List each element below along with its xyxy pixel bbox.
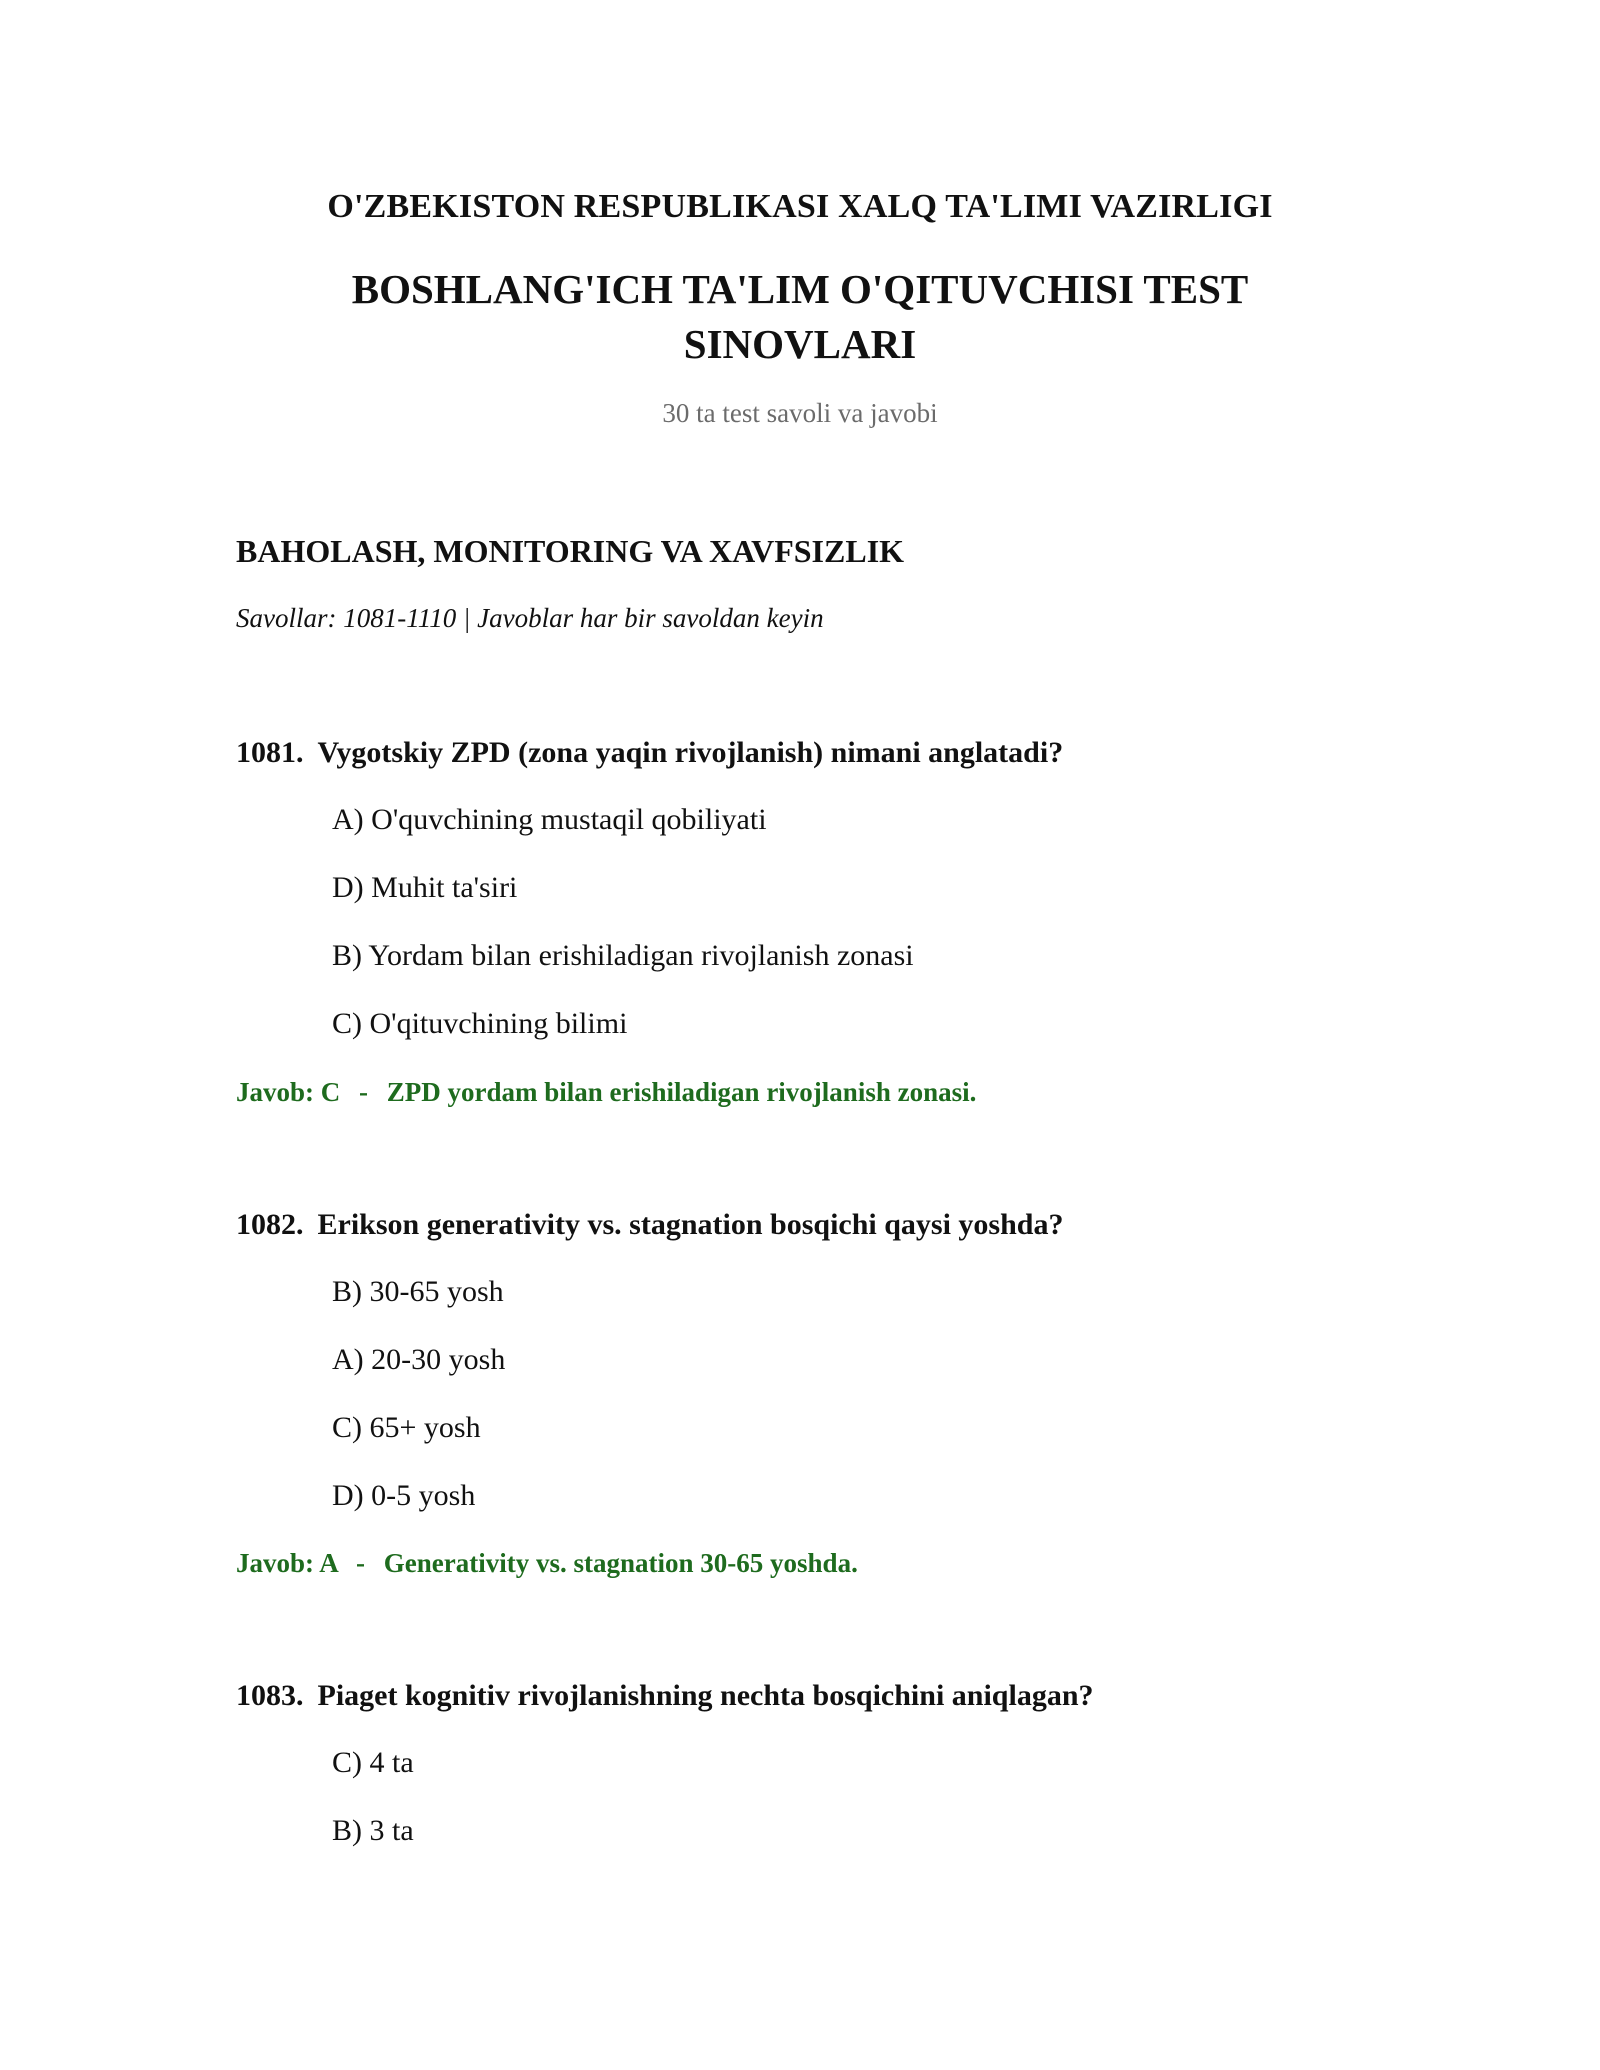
question-1083 (236, 1679, 1094, 1713)
section-title: BAHOLASH, MONITORING VA XAVFSIZLIK (236, 533, 905, 569)
question-text: Vygotskiy ZPD (zona yaqin rivojlanish) nimani anglatadi? (317, 736, 1064, 769)
option-item: B) Yordam bilan erishiladigan rivojlanish zonasi (332, 939, 914, 972)
answer-letter: C (320, 1077, 341, 1107)
question-number: 1081. (236, 736, 304, 769)
question-number: 1083. (236, 1679, 304, 1712)
title-line-1: BOSHLANG'ICH TA'LIM O'QITUVCHISI TEST (351, 266, 1249, 312)
option-item: B) 3 ta (332, 1814, 414, 1847)
section-subtitle: Savollar: 1081-1110 | Javoblar har bir savoldan keyin (236, 603, 824, 633)
answer-1081 (236, 1077, 976, 1108)
option-item: C) O'qituvchining bilimi (332, 1007, 628, 1040)
answer-label: Javob: (236, 1077, 315, 1107)
question-1081 (236, 736, 1063, 770)
title-line-2: SINOVLARI (683, 321, 917, 367)
document-subtitle: 30 ta test savoli va javobi (662, 398, 938, 428)
document-title (0, 262, 1600, 372)
option-item: A) 20-30 yosh (332, 1343, 506, 1376)
option-item: A) O'quvchining mustaqil qobiliyati (332, 803, 767, 836)
question-text: Erikson generativity vs. stagnation bosqichi qaysi yoshda? (317, 1208, 1064, 1241)
question-number: 1082. (236, 1208, 304, 1241)
question-text: Piaget kognitiv rivojlanishning nechta bosqichini aniqlagan? (317, 1679, 1094, 1712)
option-item: C) 65+ yosh (332, 1411, 481, 1444)
option-item: D) 0-5 yosh (332, 1479, 476, 1512)
question-1082 (236, 1208, 1063, 1242)
answer-1082 (236, 1548, 858, 1579)
option-item: B) 30-65 yosh (332, 1275, 504, 1308)
answer-separator: - (356, 1548, 366, 1578)
answer-separator: - (359, 1077, 369, 1107)
option-item: D) Muhit ta'siri (332, 871, 518, 904)
option-item: C) 4 ta (332, 1746, 414, 1779)
answer-text: ZPD yordam bilan erishiladigan rivojlanish zonasi. (386, 1077, 977, 1107)
answer-label: Javob: (236, 1548, 315, 1578)
answer-letter: A (319, 1548, 338, 1578)
answer-text: Generativity vs. stagnation 30-65 yoshda. (383, 1548, 858, 1578)
ministry-heading: O'ZBEKISTON RESPUBLIKASI XALQ TA'LIMI VAZIRLIGI (327, 188, 1273, 225)
